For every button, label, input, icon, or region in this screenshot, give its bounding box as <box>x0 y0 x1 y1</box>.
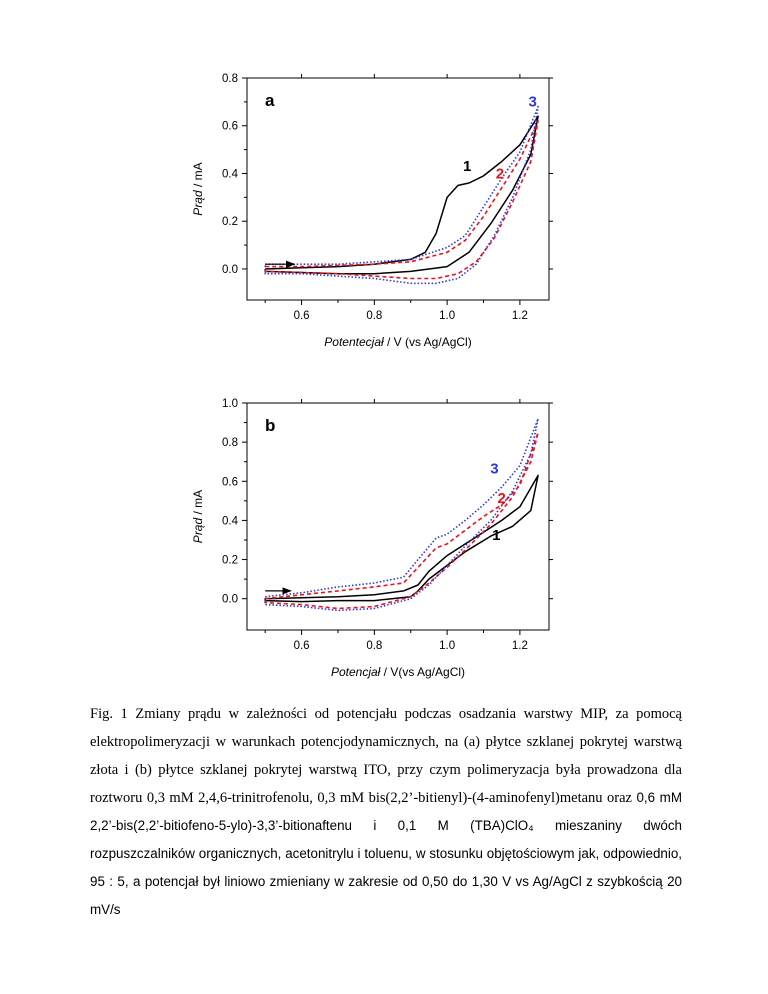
x-tick-label: 1.2 <box>511 640 528 652</box>
panel-label: a <box>265 91 275 110</box>
series-label-1: 1 <box>492 526 501 544</box>
series-label-3: 3 <box>490 460 499 478</box>
x-tick-label: 0.6 <box>293 640 310 652</box>
y-axis-label: Prąd / mA <box>191 162 205 216</box>
y-tick-label: 1.0 <box>222 398 238 410</box>
figure-caption <box>90 700 682 924</box>
y-tick-label: 0.2 <box>222 216 238 229</box>
x-tick-label: 1.2 <box>511 310 528 322</box>
x-tick-label: 1.0 <box>439 640 456 652</box>
x-axis-label: Potentecjał / V (vs Ag/AgCl) <box>324 335 472 349</box>
panel-label: b <box>265 416 276 435</box>
y-tick-label: 0.0 <box>222 593 238 606</box>
chart-a <box>0 0 768 360</box>
y-tick-label: 0.4 <box>222 168 238 181</box>
series-label-2: 2 <box>495 165 505 183</box>
plot-frame <box>247 78 549 300</box>
series-2-line <box>265 432 538 608</box>
series-label-3: 3 <box>528 93 537 111</box>
series-label-2: 2 <box>497 489 506 507</box>
y-axis-label: Prąd / mA <box>191 489 205 544</box>
x-tick-label: 1.0 <box>439 310 456 322</box>
y-tick-label: 0.2 <box>222 554 238 567</box>
x-axis-label: Potencjał / V(vs Ag/AgCl) <box>330 665 466 679</box>
chart-b <box>0 385 768 685</box>
y-tick-label: 0.0 <box>222 263 238 276</box>
series-2-line <box>265 121 538 279</box>
y-tick-label: 0.6 <box>222 476 238 489</box>
x-tick-label: 0.8 <box>366 310 383 322</box>
y-tick-label: 0.4 <box>222 515 238 528</box>
x-tick-label: 0.8 <box>366 640 383 652</box>
caption-part2: 0,6 mM 2,2’-bis(2,2’-bitiofeno-5-ylo)-3,3’-bitionaftenu i 0,1 M (TBA)ClO₄ mieszaniny dwóch rozpuszczalników organicznych, acetonitrylu i toluenu, w stosunku objętościowym jak, odpowiednio, 95 : 5, a potencjał był liniowo zmieniany w zakresie od 0,50 do 1,30 V vs Ag/AgCl z szybkością 20 mV/s <box>90 790 682 917</box>
y-tick-label: 0.6 <box>222 120 238 133</box>
series-label-1: 1 <box>462 158 472 176</box>
series-3-line <box>265 419 538 611</box>
y-tick-label: 0.8 <box>222 73 238 85</box>
y-tick-label: 0.8 <box>222 437 238 450</box>
plot-frame <box>247 403 549 630</box>
x-tick-label: 0.6 <box>293 310 310 322</box>
caption-part1: Fig. 1 Zmiany prądu w zależności od potencjału podczas osadzania warstwy MIP, za pomocą elektropolimeryzacji w warunkach potencjodynamicznych, na (a) płytce szklanej pokrytej warstwą złota i (b) płytce szklanej pokrytej warstwą ITO, przy czym polimeryzacja była prowadzona dla roztworu 0,3 mM 2,4,6-trinitrofenolu, 0,3 mM bis(2,2’-bitienyl)-(4-aminofenyl)metanu oraz <box>90 706 682 806</box>
